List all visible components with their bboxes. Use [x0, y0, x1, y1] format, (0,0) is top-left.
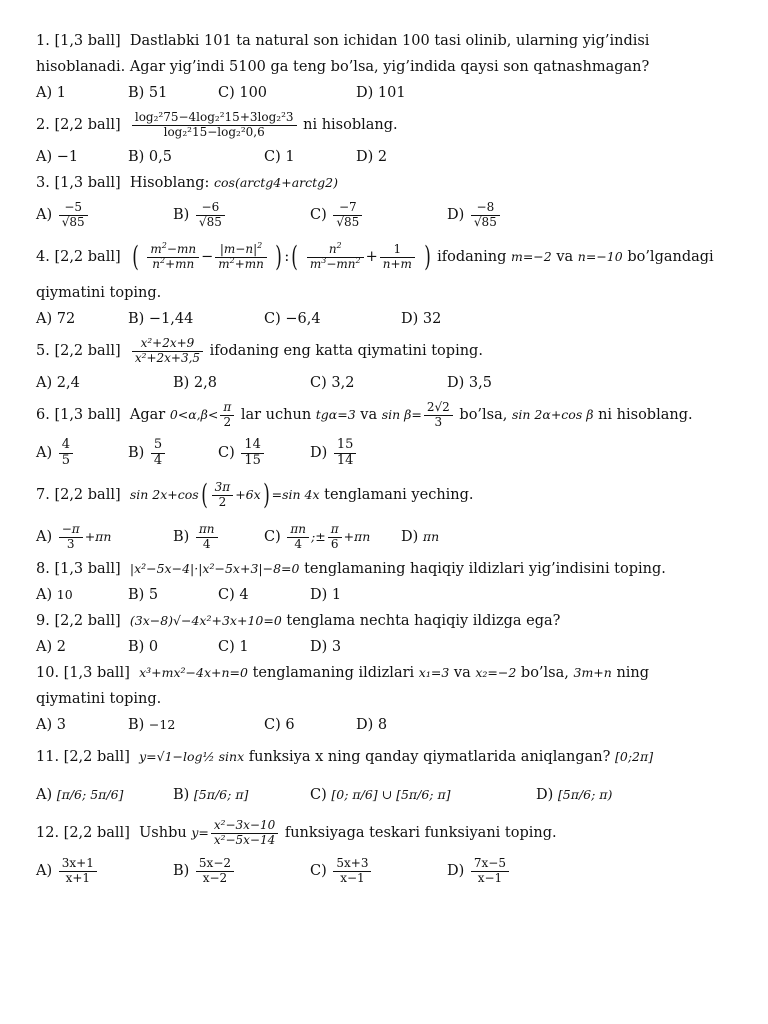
q6-sin-num: 2√2	[424, 401, 453, 416]
q10-t3: ning	[616, 665, 650, 681]
q2-fraction	[132, 111, 297, 140]
q7-c-den1: 4	[294, 536, 302, 551]
q12-options	[36, 852, 736, 890]
q11-option-b[interactable]	[173, 776, 248, 814]
q7-label: 7. [2,2 ball]	[36, 487, 121, 503]
q11-d-letter: D)	[536, 787, 554, 803]
q9-option-a[interactable]: A) 2	[36, 639, 66, 655]
q2-numerator: log₂²75−4log₂²15+3log₂²3	[132, 111, 297, 126]
q11-d-value: [5π/6; π)	[557, 787, 613, 802]
q10-option-b[interactable]	[128, 712, 175, 738]
q5-fraction	[132, 337, 203, 366]
q1-text2: hisoblanadi. Agar yig’indi 5100 ga teng bo’lsa, yig’indida qaysi son qatnashmagan?	[36, 59, 650, 75]
q12-option-a[interactable]	[36, 852, 99, 890]
q5-option-a[interactable]: A) 2,4	[36, 375, 80, 391]
q6-b-den: 4	[153, 452, 163, 468]
q4-option-b[interactable]: B) −1,44	[128, 311, 194, 327]
q8-label: 8. [1,3 ball]	[36, 561, 121, 577]
q10-t4: qiymatini toping.	[36, 691, 162, 707]
q6-options	[36, 434, 736, 472]
q7-a-den: 3	[66, 536, 75, 551]
q9-option-d[interactable]: D) 3	[310, 639, 342, 655]
q12-a-den: x+1	[65, 870, 91, 885]
q4-option-d[interactable]: D) 32	[401, 311, 442, 327]
q6-label: 6. [1,3 ball]	[36, 407, 121, 423]
q4-option-a[interactable]: A) 72	[36, 311, 76, 327]
q10-b-letter: B)	[128, 717, 145, 733]
q10-line	[36, 660, 736, 686]
q6-a-fraction	[59, 438, 73, 469]
q12-a-letter: A)	[36, 863, 53, 879]
q10-option-c[interactable]: C) 6	[264, 717, 295, 733]
q11-c-letter: C)	[310, 787, 327, 803]
q2-option-d[interactable]: D) 2	[356, 149, 388, 165]
q5-line	[36, 332, 736, 370]
q12-d-den: x−1	[477, 870, 503, 885]
q4-options	[36, 306, 736, 332]
q1-option-c[interactable]: C) 100	[218, 85, 268, 101]
q10-label: 10. [1,3 ball]	[36, 665, 130, 681]
q7-line	[36, 472, 736, 518]
q10-option-d[interactable]: D) 8	[356, 717, 388, 733]
q7-b-fraction	[196, 523, 218, 552]
q12-option-c[interactable]	[310, 852, 373, 890]
q4-m: m=−2	[510, 249, 552, 264]
q1-option-a[interactable]: A) 1	[36, 85, 66, 101]
q6-option-d[interactable]	[310, 434, 358, 472]
q7-option-a[interactable]	[36, 518, 111, 556]
q1-line2	[36, 54, 736, 80]
q3-expression: cos(arctg4+arctg2)	[214, 175, 338, 190]
q12-c-letter: C)	[310, 863, 327, 879]
q6-expression: sin 2α+cos β	[512, 407, 594, 422]
q7-option-c[interactable]	[264, 518, 370, 556]
q12-num: x²−3x−10	[211, 819, 278, 834]
q7-d-letter: D)	[401, 529, 419, 545]
q6-c-fraction	[241, 438, 264, 469]
q7-b-den: 4	[202, 536, 211, 551]
q6-option-b[interactable]	[128, 434, 167, 472]
q9-options	[36, 634, 736, 660]
q4-frac3: $\frac{n^2}{m^3-mn^2}$	[307, 243, 364, 272]
q7-c-num1: πn	[287, 523, 309, 538]
q10-option-a[interactable]: A) 3	[36, 717, 66, 733]
q12-option-b[interactable]	[173, 852, 236, 890]
q3-option-d-fraction	[471, 201, 500, 230]
q6-option-c[interactable]	[218, 434, 266, 472]
q8-option-b[interactable]: B) 5	[128, 587, 159, 603]
q6-t1: Agar	[129, 407, 166, 423]
q6-c-num: 14	[241, 438, 264, 454]
q1-text: Dastlabki 101 ta natural son ichidan 100 tasi olinib, ularning yig’indisi	[129, 33, 650, 49]
q9-text: tenglama nechta haqiqiy ildizga ega?	[286, 613, 561, 629]
q7-b-num: πn	[196, 523, 218, 538]
q3-option-d[interactable]	[447, 196, 502, 234]
q9-expression: (3x−8)√−4x²+3x+10=0	[129, 613, 282, 628]
q10-options	[36, 712, 736, 738]
q7-a-num: −π	[59, 523, 83, 538]
q4-paren2-close: )	[423, 240, 431, 273]
q1-label: 1. [1,3 ball]	[36, 33, 121, 49]
q3-option-b-fraction	[196, 201, 225, 230]
q4-n: n=−10	[577, 249, 623, 264]
q12-d-fraction	[471, 857, 509, 886]
q12-d-num: 7x−5	[471, 857, 509, 872]
q7-c-fraction2	[328, 523, 342, 552]
q7-c-num2: π	[328, 523, 342, 538]
q3-b-num: −6	[196, 201, 225, 216]
q6-pi: π	[220, 401, 234, 416]
q6-sin-den: 3	[434, 414, 443, 429]
q7-a-fraction	[59, 523, 83, 552]
q3-a-den: √85	[61, 214, 85, 229]
q10-va: va	[453, 665, 471, 681]
q8-line	[36, 556, 736, 582]
q4-text3: qiymatini toping.	[36, 285, 162, 301]
q12-c-den: x−1	[340, 870, 365, 885]
q12-d-letter: D)	[447, 863, 465, 879]
q4-line: 4. [2,2 ball] ( $\frac{m^2-mn}{n^2+mn}$ − $\frac{|m-n|^2}{m^2+mn}$ ) :( $\frac{n^2}{m^3-mn^2}$ + $\frac{1}{n+m}$ ) ifodaning m=−2 va n=−10 bo’lgandagi	[36, 240, 714, 273]
q3-option-a-fraction	[59, 201, 88, 230]
q3-c-num: −7	[333, 201, 362, 216]
q2-text: ni hisoblang.	[303, 117, 398, 133]
q12-label: 12. [2,2 ball]	[36, 825, 130, 841]
q3-a-num: −5	[59, 201, 88, 216]
q10-line2	[36, 686, 736, 712]
q8-a-value: 10	[56, 587, 73, 602]
q2-options	[36, 144, 736, 170]
q7-d-value: πn	[422, 529, 440, 544]
q10-x1: x₁=3	[418, 665, 450, 680]
q11-a-value: [π/6; 5π/6]	[56, 787, 124, 802]
q1-option-b[interactable]: B) 51	[128, 85, 168, 101]
q3-options	[36, 196, 736, 234]
q11-c-value: [0; π/6] ∪ [5π/6; π]	[331, 787, 451, 802]
q6-t2: lar uchun	[240, 407, 312, 423]
q12-a-num: 3x+1	[59, 857, 97, 872]
q11-option-c[interactable]	[310, 776, 451, 814]
q8-option-d[interactable]: D) 1	[310, 587, 342, 603]
q7-option-d[interactable]	[401, 518, 439, 556]
q5-option-c[interactable]: C) 3,2	[310, 375, 355, 391]
q8-option-a[interactable]	[36, 582, 73, 608]
q6-a-letter: A)	[36, 445, 53, 461]
q5-numerator: x²+2x+9	[132, 337, 203, 352]
q2-denominator: log₂²15−log₂²0,6	[163, 124, 265, 139]
q4-paren-close: )	[275, 240, 283, 273]
q4-line2	[36, 280, 736, 306]
q7-c-letter: C)	[264, 529, 281, 545]
q1-option-d[interactable]: D) 101	[356, 85, 406, 101]
q6-sinb: sin β=	[381, 407, 422, 422]
q2-line	[36, 106, 736, 144]
q7-frac-den: 2	[218, 494, 227, 509]
q6-d-letter: D)	[310, 445, 328, 461]
q3-c-den: √85	[336, 214, 360, 229]
q7-text: tenglamani yeching.	[324, 487, 474, 503]
q12-c-num: 5x+3	[333, 857, 371, 872]
q7-b-letter: B)	[173, 529, 190, 545]
q10-t2: bo’lsa,	[520, 665, 569, 681]
q12-den: x²−5x−14	[213, 832, 276, 847]
q4-paren2-open: (	[291, 240, 299, 273]
q6-a-den: 5	[61, 452, 71, 468]
q12-b-letter: B)	[173, 863, 190, 879]
q11-b-letter: B)	[173, 787, 190, 803]
q3-option-c-fraction	[333, 201, 362, 230]
q6-tga: tgα=3	[315, 407, 356, 422]
q6-c-letter: C)	[218, 445, 235, 461]
q11-label: 11. [2,2 ball]	[36, 749, 130, 765]
q7-c-den2: 6	[330, 536, 339, 551]
q3-label: 3. [1,3 ball]	[36, 175, 121, 191]
q7-paren-close: )	[262, 478, 270, 511]
q3-b-den: √85	[198, 214, 222, 229]
q3-option-d-letter: D)	[447, 207, 465, 223]
q9-label: 9. [2,2 ball]	[36, 613, 121, 629]
q6-line	[36, 396, 736, 434]
q6-pi-half	[220, 401, 234, 430]
q6-t3: bo’lsa,	[459, 407, 508, 423]
q3-option-c-letter: C)	[310, 207, 327, 223]
q5-option-b[interactable]: B) 2,8	[173, 375, 217, 391]
q5-label: 5. [2,2 ball]	[36, 343, 121, 359]
q4-option-c[interactable]: C) −6,4	[264, 311, 321, 327]
q11-line	[36, 738, 736, 776]
q3-option-a-letter: A)	[36, 207, 53, 223]
q5-option-d[interactable]: D) 3,5	[447, 375, 492, 391]
q2-option-a[interactable]: A) −1	[36, 149, 79, 165]
q10-expression: x³+mx²−4x+n=0	[139, 665, 248, 680]
q4-frac1: $\frac{m^2-mn}{n^2+mn}$	[147, 243, 199, 272]
q10-t1: tenglamaning ildizlari	[252, 665, 415, 681]
q8-a-letter: A)	[36, 587, 53, 603]
q10-x2: x₂=−2	[475, 665, 517, 680]
q11-b-value: [5π/6; π]	[193, 787, 249, 802]
q3-line	[36, 170, 736, 196]
q6-d-num: 15	[334, 438, 357, 454]
q7-paren-open: (	[200, 478, 208, 511]
q3-text: Hisoblang:	[129, 175, 210, 191]
q6-b-num: 5	[151, 438, 165, 454]
q9-line	[36, 608, 736, 634]
q7-left: sin 2x+cos	[129, 487, 199, 502]
q7-fraction	[212, 481, 234, 510]
q7-rest: +6x	[235, 487, 261, 502]
q11-interval: [0;2π]	[614, 749, 654, 764]
q11-text: funksiya x ning qanday qiymatlarida aniqlangan?	[248, 749, 611, 765]
q8-expression: |x²−5x−4|·|x²−5x+3|−8=0	[129, 561, 300, 576]
q7-a-tail: +πn	[84, 529, 112, 544]
q6-va: va	[360, 407, 378, 423]
q2-option-b[interactable]: B) 0,5	[128, 149, 172, 165]
q12-b-num: 5x−2	[196, 857, 234, 872]
q7-a-letter: A)	[36, 529, 53, 545]
q4-text: ifodaning	[437, 249, 507, 265]
q3-d-den: √85	[473, 214, 497, 229]
q11-expression: y=√1−log½ sinx	[139, 749, 245, 764]
q12-t2: funksiyaga teskari funksiyani toping.	[284, 825, 557, 841]
q2-label: 2. [2,2 ball]	[36, 117, 121, 133]
q11-a-letter: A)	[36, 787, 53, 803]
q3-option-b-letter: B)	[173, 207, 190, 223]
q12-line	[36, 814, 736, 852]
q4-text2: bo’lgandagi	[627, 249, 714, 265]
q6-two: 2	[223, 414, 232, 429]
q9-option-b[interactable]: B) 0	[128, 639, 159, 655]
q6-condition: 0<α,β<	[169, 407, 219, 422]
q12-t1: Ushbu	[139, 825, 187, 841]
q7-c-fraction1	[287, 523, 309, 552]
q6-b-fraction	[151, 438, 165, 469]
q4-label: 4. [2,2 ball]	[36, 249, 121, 265]
q7-c-tail: +πn	[343, 529, 371, 544]
q5-text: ifodaning eng katta qiymatini toping.	[209, 343, 483, 359]
q12-fraction	[211, 819, 278, 848]
q6-t4: ni hisoblang.	[598, 407, 693, 423]
q6-d-den: 14	[336, 452, 354, 468]
q8-options	[36, 582, 736, 608]
q7-options	[36, 518, 736, 556]
q3-d-num: −8	[471, 201, 500, 216]
q4-va: va	[556, 249, 574, 265]
q3-option-b[interactable]	[173, 196, 227, 234]
q12-option-d[interactable]	[447, 852, 511, 890]
q12-c-fraction	[333, 857, 371, 886]
q6-b-letter: B)	[128, 445, 145, 461]
q5-options	[36, 370, 736, 396]
q7-c-mid: ;±	[311, 529, 326, 544]
q11-option-d[interactable]	[536, 776, 612, 814]
q4-frac4: $\frac{1}{n+m}$	[380, 243, 415, 272]
q7-frac-num: 3π	[212, 481, 234, 496]
q5-denominator: x²+2x+3,5	[134, 350, 201, 365]
q7-option-b[interactable]	[173, 518, 220, 556]
q7-equals: =sin 4x	[271, 487, 320, 502]
q1-options	[36, 80, 736, 106]
q12-b-fraction	[196, 857, 234, 886]
q6-a-num: 4	[59, 438, 73, 454]
q6-sin-fraction	[424, 401, 453, 430]
q3-option-a[interactable]	[36, 196, 90, 234]
q8-text: tenglamaning haqiqiy ildizlari yig’indisini toping.	[304, 561, 666, 577]
q8-option-c[interactable]: C) 4	[218, 587, 249, 603]
q12-a-fraction	[59, 857, 97, 886]
q12-b-den: x−2	[202, 870, 228, 885]
q11-option-a[interactable]	[36, 776, 123, 814]
q12-y: y=	[191, 825, 209, 840]
q11-options	[36, 776, 736, 814]
q1-line1	[36, 28, 736, 54]
q6-d-fraction	[334, 438, 357, 469]
q4-frac2: $\frac{|m-n|^2}{m^2+mn}$	[215, 243, 267, 272]
exam-page	[36, 28, 736, 890]
q10-b-value: −12	[148, 717, 176, 732]
q10-mn: 3m+n	[573, 665, 612, 680]
q9-option-c[interactable]: C) 1	[218, 639, 249, 655]
q6-c-den: 15	[244, 452, 261, 468]
q6-option-a[interactable]	[36, 434, 75, 472]
q2-option-c[interactable]: C) 1	[264, 149, 295, 165]
q4-paren-open: (	[132, 240, 139, 273]
q3-option-c[interactable]	[310, 196, 364, 234]
